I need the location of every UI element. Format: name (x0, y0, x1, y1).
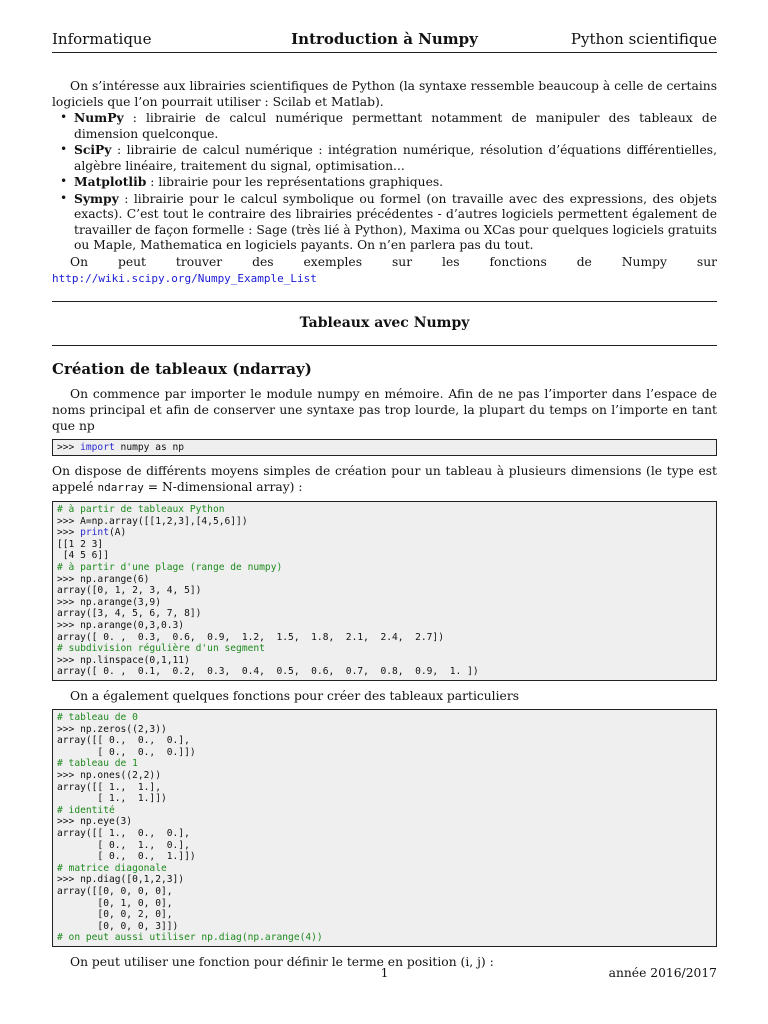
code-comment: # on peut aussi utiliser np.diag(np.arange(4)) (57, 932, 323, 944)
code-text: array([[ 1., 0., 0.], (57, 827, 190, 839)
list-item-numpy (60, 110, 717, 142)
code-text: >>> np.arange(6) (57, 573, 150, 585)
library-list (52, 110, 717, 254)
code-comment: # à partir de tableaux Python (57, 504, 225, 516)
list-item-sympy (60, 190, 717, 254)
ndarray-paragraph (52, 463, 717, 496)
bullet-icon: • (60, 142, 68, 156)
code-line (57, 620, 712, 632)
code-line (57, 562, 712, 574)
section-rule-bottom (52, 345, 717, 346)
section-rule-top (52, 301, 717, 302)
code-line (57, 805, 712, 817)
code-line (57, 539, 712, 551)
code-comment: # à partir d'une plage (range de numpy) (57, 562, 283, 574)
import-paragraph: On commence par importer le module numpy en mémoire. Afin de ne pas l’importer dans l’espace de noms principal et afin de conserver une syntaxe pas trop lourde, la plupart du temps on l’importe en tant que np (52, 386, 717, 433)
code-line (57, 840, 712, 852)
code-comment: # tableau de 0 (57, 712, 138, 723)
code-line (57, 666, 712, 678)
code-line (57, 909, 712, 921)
code-line (57, 886, 712, 898)
code-line (57, 550, 712, 562)
code-line (57, 442, 712, 454)
code-keyword: print (80, 527, 109, 539)
code-text: [[1 2 3] (57, 538, 104, 550)
page-number: 1 (380, 966, 389, 980)
ndarray-text-before: On dispose de différents moyens simples de création pour un tableau à plusieurs dimensions (le type est appelé (52, 464, 717, 495)
code-line (57, 828, 712, 840)
code-comment: # tableau de 1 (57, 758, 138, 770)
header-title: Introduction à Numpy (291, 30, 478, 48)
library-description: : librairie de calcul numérique permettant notamment de manipuler des tableaux de dimension quelconque. (74, 111, 717, 141)
code-block-special (52, 709, 717, 947)
examples-text: On peut trouver des exemples sur les fonctions de Numpy sur (70, 254, 717, 269)
code-line (57, 932, 712, 944)
library-name: Sympy (74, 190, 119, 206)
code-comment: # identité (57, 804, 115, 816)
code-keyword: import (80, 441, 115, 453)
library-name: NumPy (74, 110, 124, 125)
code-text: array([ 0. , 0.1, 0.2, 0.3, 0.4, 0.5, 0.6, 0.7, 0.8, 0.9, 1. ]) (57, 666, 479, 678)
code-line (57, 597, 712, 609)
function-paragraph: On peut utiliser une fonction pour définir le terme en position (i, j) : (70, 954, 494, 969)
footer-year: année 2016/2017 (608, 966, 717, 980)
code-text: >>> np.linspace(0,1,11) (57, 654, 190, 666)
code-text: >>> A=np.array([[1,2,3],[4,5,6]]) (57, 515, 248, 527)
code-block-import (52, 439, 717, 457)
code-line (57, 898, 712, 910)
code-line (57, 782, 712, 794)
code-text: >>> np.eye(3) (57, 816, 133, 828)
code-text: array([[ 0., 0., 0.], (57, 735, 190, 747)
code-text: [ 1., 1.]]) (57, 793, 167, 805)
code-line (57, 735, 712, 747)
header-course: Informatique (52, 30, 152, 48)
subsection-title: Création de tableaux (ndarray) (52, 359, 312, 378)
code-text: (A) (109, 527, 127, 539)
code-comment: # matrice diagonale (57, 862, 167, 874)
code-line (57, 724, 712, 736)
code-text: array([ 0. , 0.3, 0.6, 0.9, 1.2, 1.5, 1.8, 2.1, 2.4, 2.7]) (57, 631, 444, 643)
library-description: : librairie de calcul numérique : intégration numérique, résolution d’équations différentielles, algèbre linéaire, traitement du signal, optimisation... (74, 143, 717, 173)
code-text: [ 0., 1., 0.], (57, 839, 190, 851)
code-line (57, 921, 712, 933)
code-text: numpy as np (114, 441, 185, 453)
code-line (57, 574, 712, 586)
code-line (57, 585, 712, 597)
code-line (57, 747, 712, 759)
code-line (57, 816, 712, 828)
code-text: [0, 1, 0, 0], (57, 897, 173, 909)
code-text: array([3, 4, 5, 6, 7, 8]) (57, 608, 202, 620)
code-line (57, 758, 712, 770)
code-line (57, 527, 712, 539)
code-text: >>> np.ones((2,2)) (57, 769, 161, 781)
code-text: >>> np.diag([0,1,2,3]) (57, 874, 185, 886)
ndarray-inline-code: ndarray (97, 481, 144, 495)
bullet-icon: • (60, 110, 68, 124)
ndarray-text-after: = N-dimensional array) : (143, 480, 303, 495)
code-line (57, 793, 712, 805)
code-line (57, 863, 712, 875)
code-text: array([[0, 0, 0, 0], (57, 885, 173, 897)
code-text: >>> np.arange(3,9) (57, 596, 161, 608)
code-line (57, 643, 712, 655)
page-header (52, 30, 717, 53)
code-text: [4 5 6]] (57, 550, 109, 562)
code-text: array([0, 1, 2, 3, 4, 5]) (57, 585, 202, 597)
code-text: [0, 0, 2, 0], (57, 909, 173, 921)
bullet-icon: • (60, 190, 68, 205)
library-description: : librairie pour le calcul symbolique ou formel (on travaille avec des expressions, des objets exacts). C’est tout le contraire des librairies précédentes - d’autres logiciels permettent également de travailler de façon formelle : Sage (très lié à Python), Maxima ou XCas pour quelques logiciels gratuits ou Maple, Mathematica en logiciels payants. On n’en parlera pas du tout. (74, 191, 717, 252)
code-text: [0, 0, 0, 3]]) (57, 920, 179, 932)
bullet-icon: • (60, 174, 68, 188)
code-text: >>> (57, 527, 81, 539)
code-line (57, 712, 712, 724)
code-line (57, 516, 712, 528)
code-line (57, 632, 712, 644)
library-description: : librairie pour les représentations graphiques. (146, 175, 444, 189)
code-line (57, 851, 712, 863)
code-text: >>> np.arange(0,3,0.3) (57, 620, 185, 632)
code-line (57, 504, 712, 516)
code-line (57, 770, 712, 782)
code-text: >>> np.zeros((2,3)) (57, 723, 167, 735)
code-text: [ 0., 0., 1.]]) (57, 851, 196, 863)
special-arrays-paragraph: On a également quelques fonctions pour créer des tableaux particuliers (70, 689, 520, 703)
code-line (57, 608, 712, 620)
code-comment: # subdivision régulière d'un segment (57, 643, 265, 655)
list-item-scipy (60, 142, 717, 174)
library-name: SciPy (74, 142, 112, 157)
examples-link[interactable]: http://wiki.scipy.org/Numpy_Example_List (52, 271, 317, 285)
intro-paragraph: On s’intéresse aux librairies scientifiques de Python (la syntaxe ressemble beaucoup à celle de certains logiciels que l’on pourrait utiliser : Scilab et Matlab). (52, 79, 717, 109)
header-subject: Python scientifique (570, 30, 717, 48)
section-title: Tableaux avec Numpy (299, 314, 470, 331)
page-content (52, 78, 717, 970)
code-line (57, 655, 712, 667)
code-text: [ 0., 0., 0.]]) (57, 746, 196, 758)
code-text: array([[ 1., 1.], (57, 781, 161, 793)
code-block-creation (52, 501, 717, 681)
examples-paragraph (52, 254, 717, 287)
code-text: >>> (57, 441, 81, 453)
code-line (57, 874, 712, 886)
library-name: Matplotlib (74, 174, 147, 189)
list-item-matplotlib (60, 174, 717, 191)
